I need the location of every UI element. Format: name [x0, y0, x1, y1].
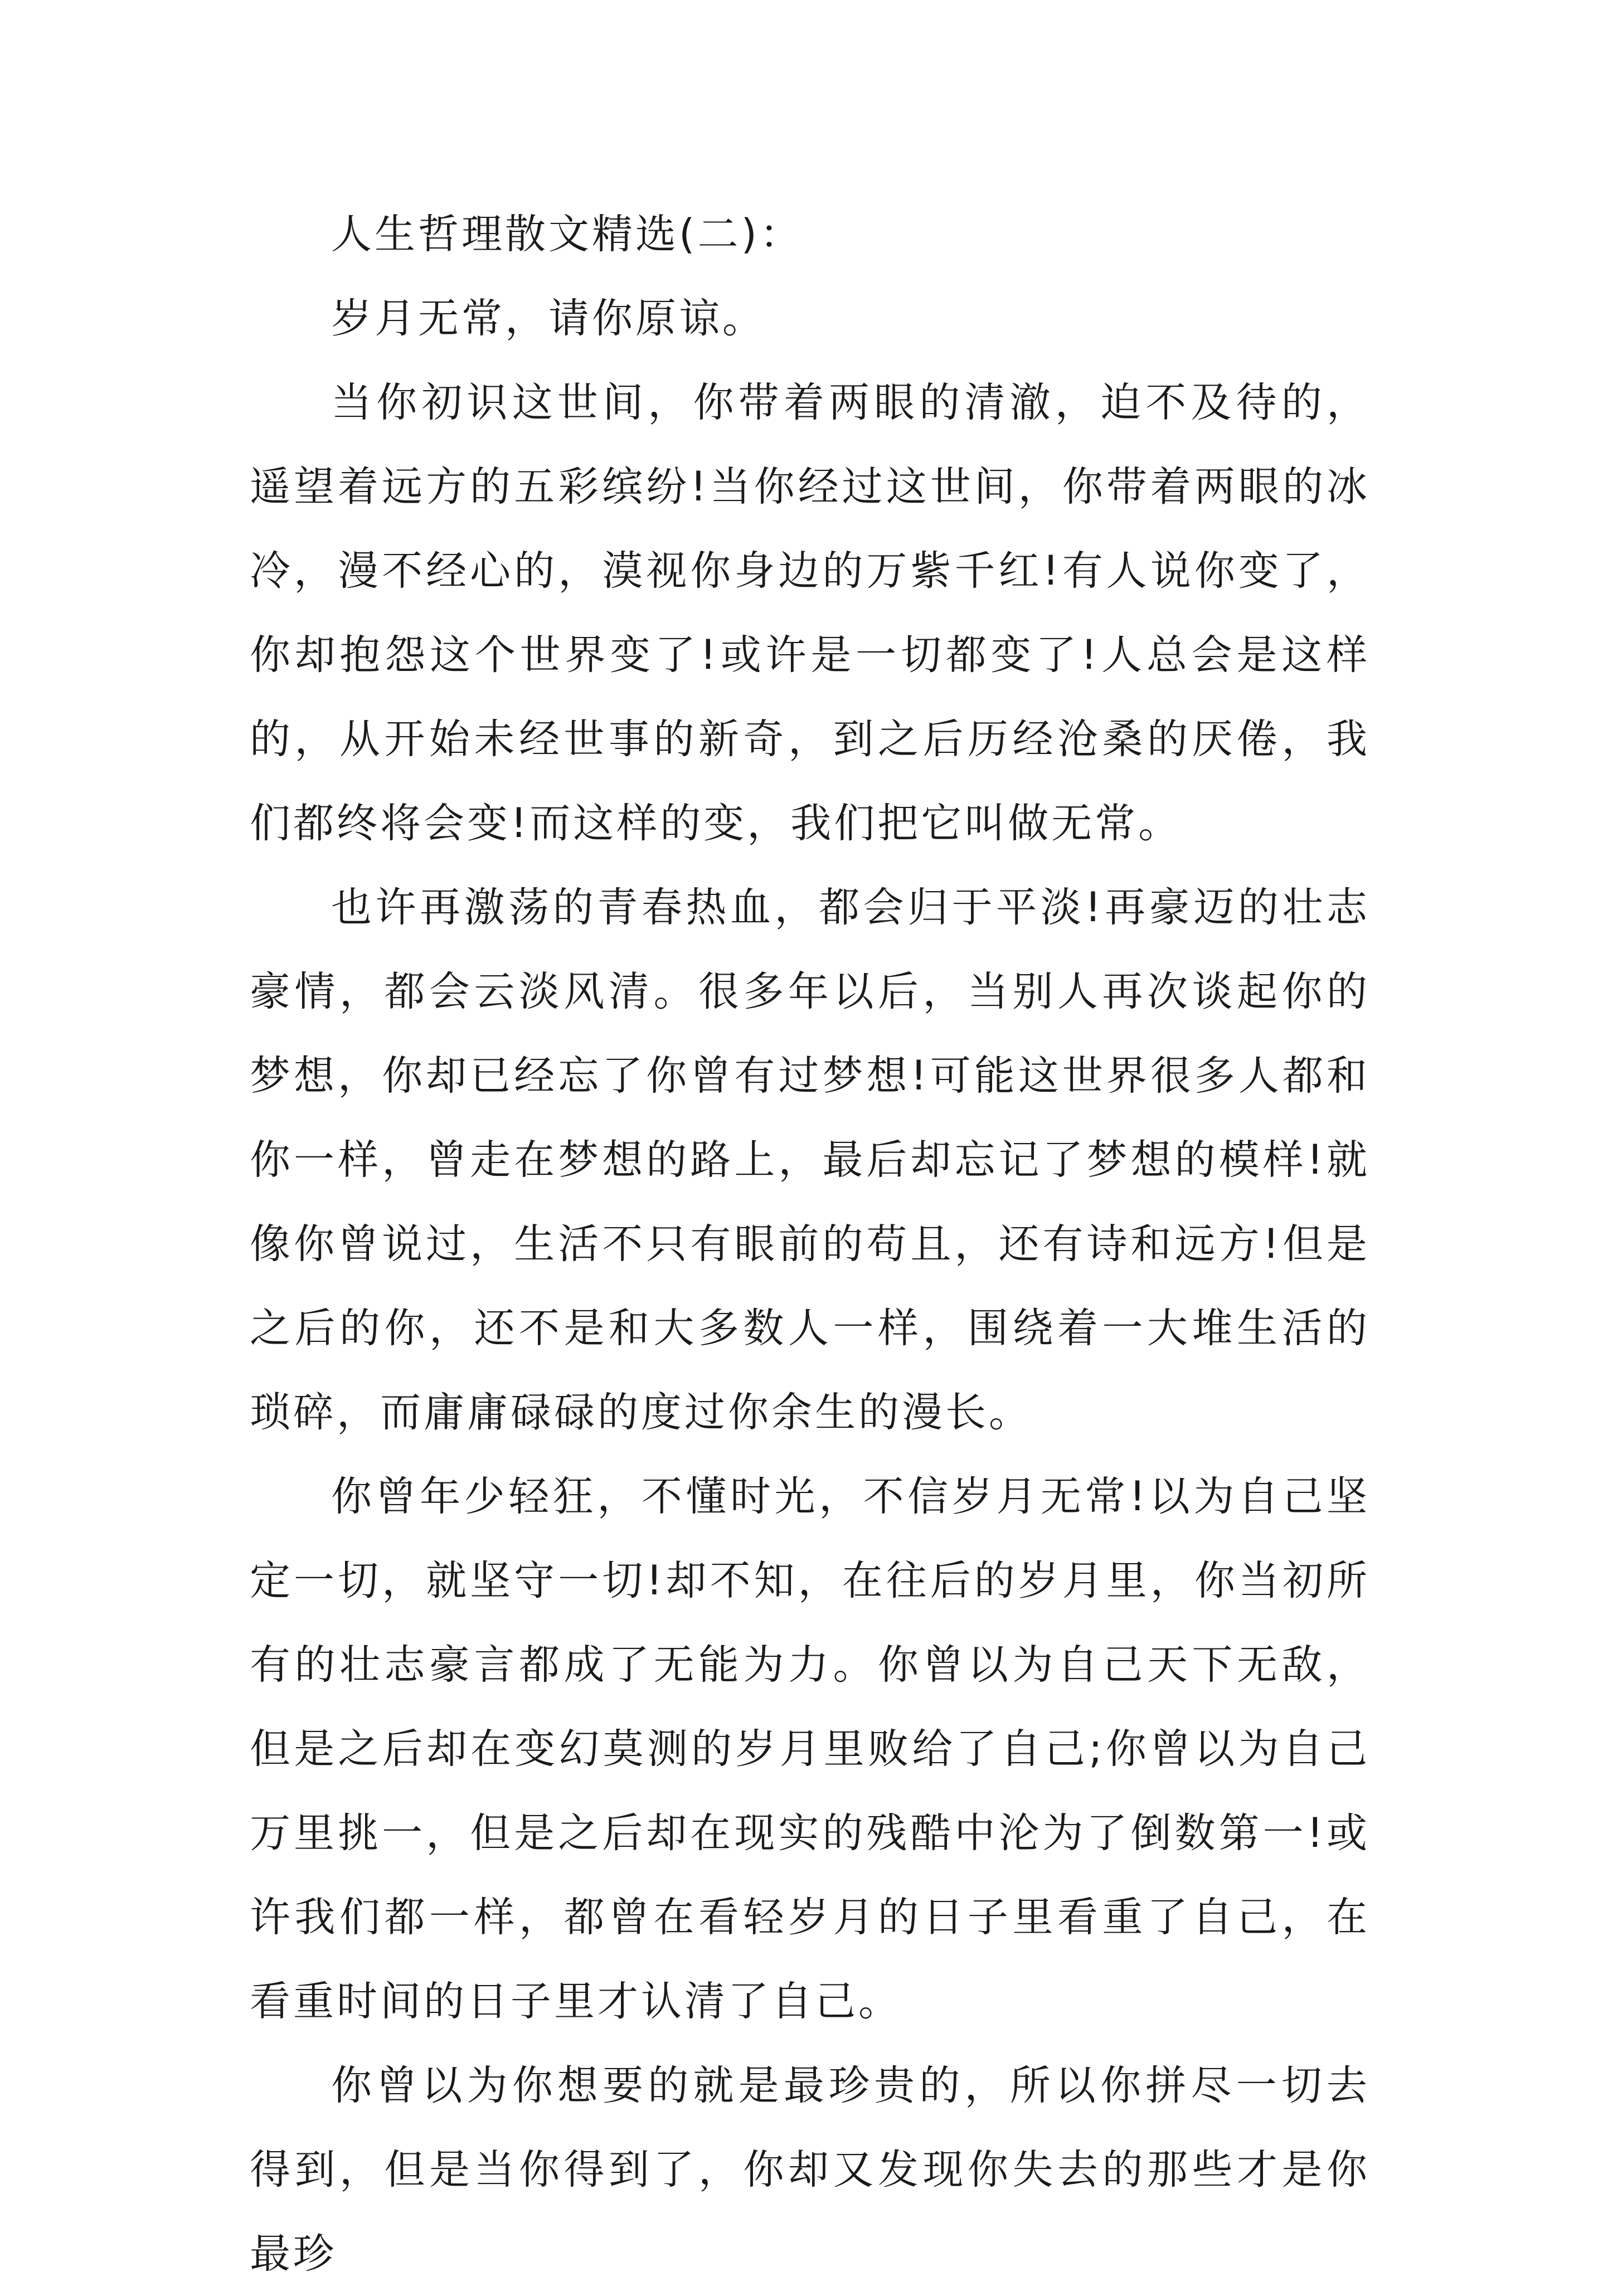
paragraph-4: 你曾以为你想要的就是最珍贵的，所以你拼尽一切去得到，但是当你得到了，你却又发现你失去的那些才是你最珍	[250, 2062, 1370, 2278]
article-title: 人生哲理散文精选(二)：	[331, 211, 803, 258]
article-body	[250, 192, 1370, 2296]
paragraph-2: 也许再激荡的青春热血，都会归于平淡!再豪迈的壮志豪情，都会云淡风清。很多年以后，当别人再次谈起你的梦想，你却已经忘了你曾有过梦想!可能这世界很多人都和你一样，曾走在梦想的路上，最后却忘记了梦想的模样!就像你曾说过，生活不只有眼前的苟且，还有诗和远方!但是之后的你，还不是和大多数人一样，围绕着一大堆生活的琐碎，而庸庸碌碌的度过你余生的漫长。	[250, 884, 1370, 1436]
paragraph-1: 当你初识这世间，你带着两眼的清澈，迫不及待的，遥望着远方的五彩缤纷!当你经过这世间，你带着两眼的冰冷，漫不经心的，漠视你身边的万紫千红!有人说你变了，你却抱怨这个世界变了!或许是一切都变了!人总会是这样的，从开始未经世事的新奇，到之后历经沧桑的厌倦，我们都终将会变!而这样的变，我们把它叫做无常。	[250, 379, 1370, 847]
paragraph-subtitle: 岁月无常，请你原谅。	[331, 295, 766, 342]
paragraph-3: 你曾年少轻狂，不懂时光，不信岁月无常!以为自己坚定一切，就坚守一切!却不知，在往后的岁月里，你当初所有的壮志豪言都成了无能为力。你曾以为自己天下无敌，但是之后却在变幻莫测的岁月里败给了自己;你曾以为自己万里挑一，但是之后却在现实的残酷中沦为了倒数第一!或许我们都一样，都曾在看轻岁月的日子里看重了自己，在看重时间的日子里才认清了自己。	[250, 1473, 1370, 2025]
